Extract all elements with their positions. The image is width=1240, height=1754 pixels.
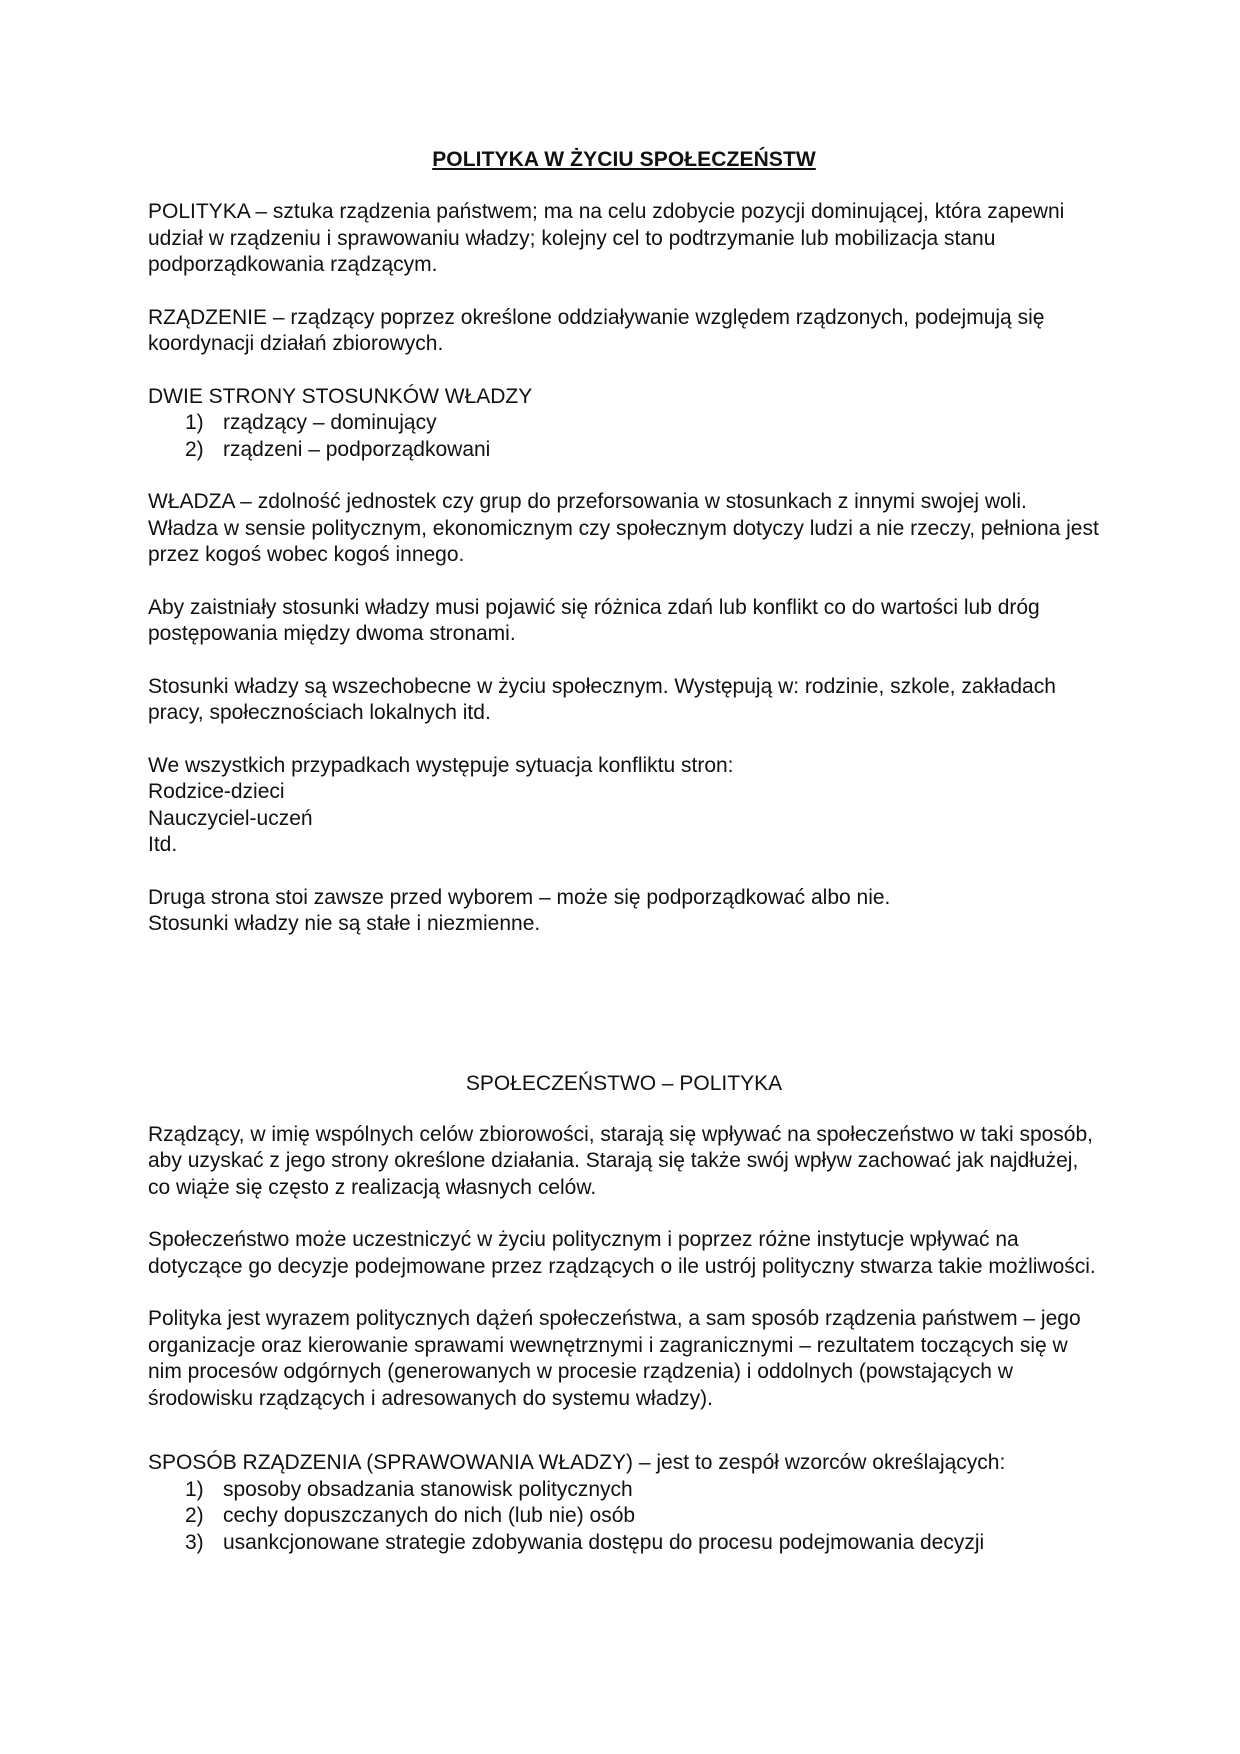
list-item-text: cechy dopuszczanych do nich (lub nie) osób	[223, 1504, 636, 1527]
choice-line: Stosunki władzy nie są stałe i niezmienne.	[148, 912, 541, 935]
two-sides-section	[148, 384, 1100, 464]
list-item	[148, 410, 1100, 437]
list-item-number: 1)	[185, 1477, 204, 1501]
choice-line: Druga strona stoi zawsze przed wyborem – może się podporządkować albo nie.	[148, 885, 891, 909]
list-item-text: rządzący – dominujący	[223, 411, 437, 434]
list-item-text: sposoby obsadzania stanowisk politycznych	[223, 1477, 633, 1501]
list-item-number: 3)	[185, 1530, 204, 1554]
list-item-number: 2)	[185, 1504, 204, 1527]
section-spacer	[148, 938, 1100, 1072]
paragraph-rulers: Rządzący, w imię wspólnych celów zbiorowości, starają się wpływać na społeczeństwo w taki sposób, aby uzyskać z jego strony określone działania. Starają się także swój wpływ zachować jak najdłużej, co wiąże się często z realizacją własnych celów.	[148, 1122, 1093, 1199]
conflict-section	[148, 753, 1100, 859]
paragraph-polityka: POLITYKA – sztuka rządzenia państwem; ma na celu zdobycie pozycji dominującej, która zapewni udział w rządzeniu i sprawowaniu władzy; kolejny cel to podtrzymanie lub mobilizacja stanu podporządkowania rządzącym.	[148, 200, 1065, 276]
conflict-line: Rodzice-dzieci	[148, 780, 285, 803]
list-item-number: 2)	[185, 437, 204, 461]
list-item	[148, 1530, 1100, 1557]
paragraph-conflict-condition: Aby zaistniały stosunki władzy musi pojawić się różnica zdań lub konflikt co do wartości lub dróg postępowania między dwoma stronami.	[148, 595, 1040, 645]
method-section	[148, 1450, 1100, 1556]
two-sides-heading: DWIE STRONY STOSUNKÓW WŁADZY	[148, 384, 533, 408]
paragraph-ubiquity: Stosunki władzy są wszechobecne w życiu społecznym. Występują w: rodzinie, szkole, zakładach pracy, społecznościach lokalnych itd.	[148, 674, 1056, 724]
two-sides-list	[148, 410, 1100, 463]
choice-section	[148, 885, 1100, 938]
section-subtitle: SPOŁECZEŃSTWO – POLITYKA	[465, 1071, 783, 1095]
list-item-text: usankcjonowane strategie zdobywania dostępu do procesu podejmowania decyzji	[223, 1530, 985, 1554]
conflict-line: We wszystkich przypadkach występuje sytuacja konfliktu stron:	[148, 753, 734, 777]
list-item	[148, 437, 1100, 464]
paragraph-politics-expression: Polityka jest wyrazem politycznych dążeń społeczeństwa, a sam sposób rządzenia państwem – jego organizacje oraz kierowanie sprawami wewnętrznymi i zagranicznymi – rezultatem toczących się w nim procesów odgórnych (generowanych w procesie rządzenia) i oddolnych (powstających w środowisku rządzących i adresowanych do systemu władzy).	[148, 1307, 1081, 1410]
paragraph-society: Społeczeństwo może uczestniczyć w życiu politycznym i poprzez różne instytucje wpływać na dotyczące go decyzje podejmowane przez rządzących o ile ustrój polityczny stwarza takie możliwości.	[148, 1228, 1096, 1278]
list-item-number: 1)	[185, 411, 204, 434]
paragraph-wladza: WŁADZA – zdolność jednostek czy grup do przeforsowania w stosunkach z innymi swojej woli. Władza w sensie politycznym, ekonomicznym czy społecznym dotyczy ludzi a nie rzeczy, pełniona jest przez kogoś wobec kogoś innego.	[148, 490, 1099, 566]
paragraph-rzadzenie: RZĄDZENIE – rządzący poprzez określone oddziaływanie względem rządzonych, podejmują się koordynacji działań zbiorowych.	[148, 305, 1045, 355]
list-item	[148, 1477, 1100, 1504]
method-heading: SPOSÓB RZĄDZENIA (SPRAWOWANIA WŁADZY) – jest to zespół wzorców określających:	[148, 1451, 1006, 1474]
method-list	[148, 1477, 1100, 1557]
list-item	[148, 1503, 1100, 1530]
conflict-line: Nauczyciel-uczeń	[148, 806, 313, 830]
document-title: POLITYKA W ŻYCIU SPOŁECZEŃSTW	[432, 148, 816, 171]
list-item-text: rządzeni – podporządkowani	[223, 437, 491, 461]
conflict-line: Itd.	[148, 833, 178, 856]
